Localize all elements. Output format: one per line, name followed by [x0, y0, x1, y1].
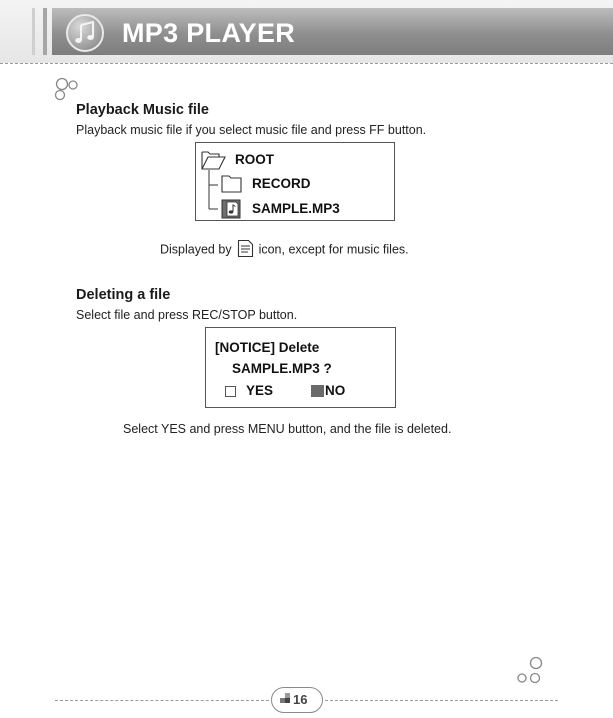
section-heading-playback: Playback Music file — [76, 102, 209, 118]
delete-note: Select YES and press MENU button, and the file is deleted. — [123, 422, 452, 436]
playback-description: Playback music file if you select music file and press FF button. — [76, 123, 427, 137]
music-file-icon — [222, 200, 240, 218]
no-option[interactable]: NO — [325, 383, 346, 398]
tree-item-file[interactable]: SAMPLE.MP3 — [252, 201, 340, 216]
header-divider — [0, 63, 613, 64]
folder-icon — [222, 176, 241, 192]
open-folder-icon — [202, 152, 225, 169]
footer-divider-left — [55, 700, 269, 701]
icon-note-before: Displayed by — [160, 242, 232, 257]
page-number: 16 — [293, 692, 308, 707]
deleting-description: Select file and press REC/STOP button. — [76, 308, 298, 322]
icon-note-after: icon, except for music files. — [258, 242, 409, 257]
yes-checkbox[interactable] — [225, 386, 236, 397]
icon-note — [160, 239, 409, 261]
tree-item-root[interactable]: ROOT — [235, 152, 274, 167]
footer-divider-right — [325, 700, 558, 701]
page-title: MP3 PLAYER — [122, 18, 296, 48]
bubble-decoration-icon — [514, 654, 544, 688]
header-stripe — [32, 8, 35, 55]
music-note-icon — [66, 14, 104, 52]
section-heading-deleting: Deleting a file — [76, 287, 171, 303]
no-checkbox-selected[interactable] — [311, 385, 324, 397]
document-icon — [237, 239, 254, 261]
delete-dialog-screen — [205, 327, 396, 408]
tree-item-folder[interactable]: RECORD — [252, 176, 311, 191]
dialog-line-2: SAMPLE.MP3 ? — [232, 361, 332, 376]
dialog-line-1: [NOTICE] Delete — [215, 340, 320, 355]
page-marker-icon — [280, 693, 294, 707]
file-browser-screen — [195, 142, 395, 221]
yes-option[interactable]: YES — [246, 383, 274, 398]
header-stripe — [43, 8, 47, 55]
